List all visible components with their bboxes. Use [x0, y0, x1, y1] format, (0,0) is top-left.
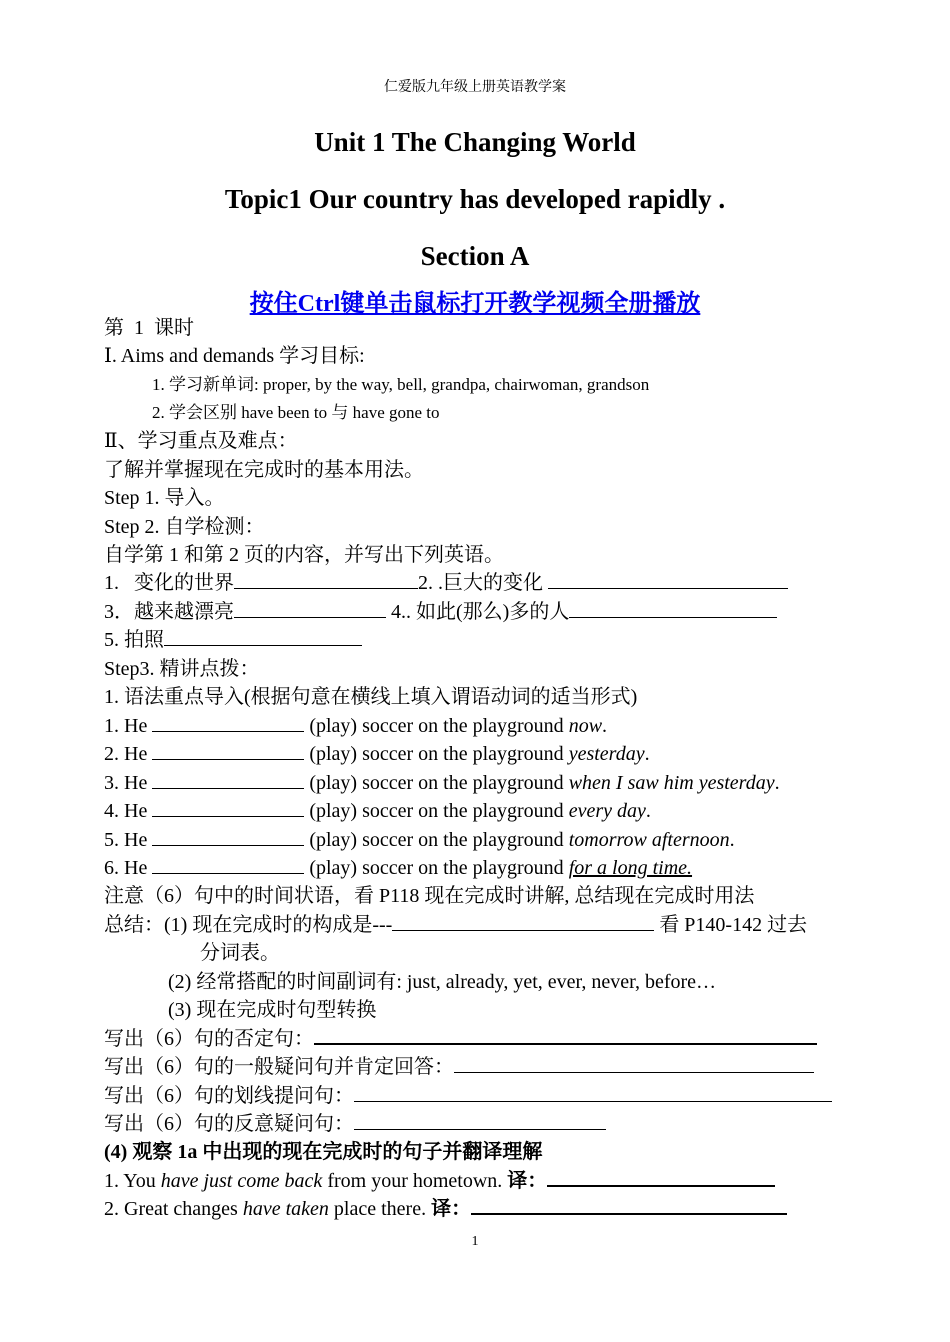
- step-1: Step 1. 导入。: [104, 487, 225, 509]
- video-link[interactable]: 按住Ctrl键单击鼠标打开教学视频全册播放: [249, 291, 701, 317]
- aims-heading: Ⅰ. Aims and demands 学习目标:: [104, 345, 365, 367]
- step-2: Step 2. 自学检测：: [104, 516, 265, 538]
- time-adverbial: yesterday: [568, 743, 645, 765]
- sentence-prefix: 6. He: [104, 857, 153, 879]
- write-negative: [104, 1025, 817, 1053]
- summary-1: [104, 911, 807, 939]
- answer-blank[interactable]: [548, 570, 788, 589]
- sentence-prefix: 2. He: [104, 743, 153, 765]
- sentence-body: (play) soccer on the playground: [304, 743, 569, 765]
- sentence-3: [104, 769, 780, 797]
- time-adverbial: for a long time.: [568, 857, 693, 879]
- sentence-body: (play) soccer on the playground: [304, 772, 569, 794]
- summary-1-cont: 分词表。: [200, 942, 280, 964]
- aim-1: 1. 学习新单词: proper, by the way, bell, grandpa, chairwoman, grandson: [152, 375, 650, 394]
- write-tag-question-label: 写出（6）句的反意疑问句：: [104, 1113, 354, 1135]
- sentence-prefix: 4. He: [104, 800, 153, 822]
- write-tag-question: [104, 1110, 606, 1138]
- vocab-q5: 5. 拍照: [104, 629, 164, 651]
- sentence-end: .: [644, 743, 650, 765]
- summary-3: (3) 现在完成时句型转换: [168, 999, 377, 1021]
- time-adverbial: tomorrow afternoon: [568, 829, 730, 851]
- topic-title: Topic1 Our country has developed rapidly .: [224, 184, 726, 214]
- sentence-prefix: 3. He: [104, 772, 153, 794]
- write-question: [104, 1053, 814, 1081]
- answer-blank[interactable]: [354, 1083, 832, 1102]
- answer-blank[interactable]: [164, 627, 362, 646]
- step-2-text: 自学第 1 和第 2 页的内容，并写出下列英语。: [104, 544, 504, 566]
- answer-blank[interactable]: [152, 713, 304, 732]
- grammar-intro: 1. 语法重点导入(根据句意在横线上填入谓语动词的适当形式): [104, 686, 638, 708]
- answer-blank[interactable]: [354, 1111, 606, 1130]
- observe-2-verb: have taken: [242, 1198, 329, 1220]
- observe-2-end: place there.: [328, 1198, 432, 1220]
- observe-sentence-2: [104, 1195, 787, 1223]
- sentence-2: [104, 740, 650, 768]
- summary-1-text: 总结：(1) 现在完成时的构成是---: [104, 914, 393, 936]
- answer-blank[interactable]: [569, 599, 777, 618]
- answer-blank[interactable]: [234, 599, 386, 618]
- answer-blank[interactable]: [547, 1167, 775, 1187]
- section-title: Section A: [420, 241, 530, 271]
- answer-blank[interactable]: [152, 798, 304, 817]
- vocab-line-3: [104, 626, 362, 654]
- aim-2: 2. 学会区别 have been to 与 have gone to: [152, 403, 440, 422]
- sentence-6: [104, 854, 692, 882]
- sentence-body: (play) soccer on the playground: [304, 715, 569, 737]
- sentence-body: (play) soccer on the playground: [304, 829, 569, 851]
- note-text: 注意（6）句中的时间状语，看 P118 现在完成时讲解, 总结现在完成时用法: [104, 885, 755, 907]
- translate-label: 译：: [507, 1170, 548, 1192]
- vocab-q1: 1. 变化的世界: [104, 572, 234, 594]
- write-question-label: 写出（6）句的一般疑问句并肯定回答：: [104, 1056, 454, 1078]
- observe-heading: (4) 观察 1a 中出现的现在完成时的句子并翻译理解: [104, 1141, 543, 1163]
- lesson-label: 第 1 课时: [104, 317, 194, 339]
- time-adverbial: now: [568, 715, 603, 737]
- sentence-body: (play) soccer on the playground: [304, 800, 569, 822]
- write-wh-question-label: 写出（6）句的划线提问句：: [104, 1085, 354, 1107]
- sentence-end: .: [645, 800, 651, 822]
- write-wh-question: [104, 1082, 832, 1110]
- unit-title: Unit 1 The Changing World: [314, 127, 636, 157]
- sentence-end: .: [774, 772, 780, 794]
- vocab-q4: 4.. 如此(那么)多的人: [386, 601, 570, 623]
- page-number: 1: [471, 1234, 479, 1249]
- sentence-end: .: [729, 829, 735, 851]
- summary-1-ref: 看 P140-142 过去: [654, 914, 808, 936]
- sentence-prefix: 5. He: [104, 829, 153, 851]
- observe-sentence-1: [104, 1167, 775, 1195]
- step-3: Step3. 精讲点拨：: [104, 658, 260, 680]
- sentence-prefix: 1. He: [104, 715, 153, 737]
- time-adverbial: when I saw him yesterday: [568, 772, 775, 794]
- sentence-4: [104, 797, 651, 825]
- answer-blank[interactable]: [234, 570, 418, 589]
- time-adverbial: every day: [568, 800, 646, 822]
- answer-blank[interactable]: [152, 741, 304, 760]
- page-header: 仁爱版九年级上册英语教学案: [384, 80, 566, 95]
- observe-1-end: from your hometown.: [322, 1170, 508, 1192]
- vocab-line-1: [104, 569, 788, 597]
- answer-blank[interactable]: [454, 1054, 814, 1073]
- observe-1-verb: have just come back: [160, 1170, 323, 1192]
- answer-blank[interactable]: [392, 912, 654, 931]
- summary-2: (2) 经常搭配的时间副词有: just, already, yet, ever, never, before…: [168, 971, 717, 993]
- vocab-q3: 3．越来越漂亮: [104, 601, 234, 623]
- vocab-line-2: [104, 598, 777, 626]
- answer-blank[interactable]: [152, 855, 304, 874]
- observe-2-start: 2. Great changes: [104, 1198, 243, 1220]
- answer-blank[interactable]: [152, 827, 304, 846]
- key-text: 了解并掌握现在完成时的基本用法。: [104, 459, 424, 481]
- write-negative-label: 写出（6）句的否定句：: [104, 1028, 314, 1050]
- sentence-1: [104, 712, 607, 740]
- translate-label: 译：: [431, 1198, 472, 1220]
- answer-blank[interactable]: [471, 1195, 787, 1215]
- observe-1-start: 1. You: [104, 1170, 161, 1192]
- sentence-end: .: [602, 715, 608, 737]
- key-heading: Ⅱ、学习重点及难点：: [104, 430, 298, 452]
- answer-blank[interactable]: [314, 1025, 817, 1045]
- sentence-body: (play) soccer on the playground: [304, 857, 569, 879]
- sentence-5: [104, 826, 735, 854]
- vocab-q2: 2. .巨大的变化: [418, 572, 548, 594]
- answer-blank[interactable]: [152, 770, 304, 789]
